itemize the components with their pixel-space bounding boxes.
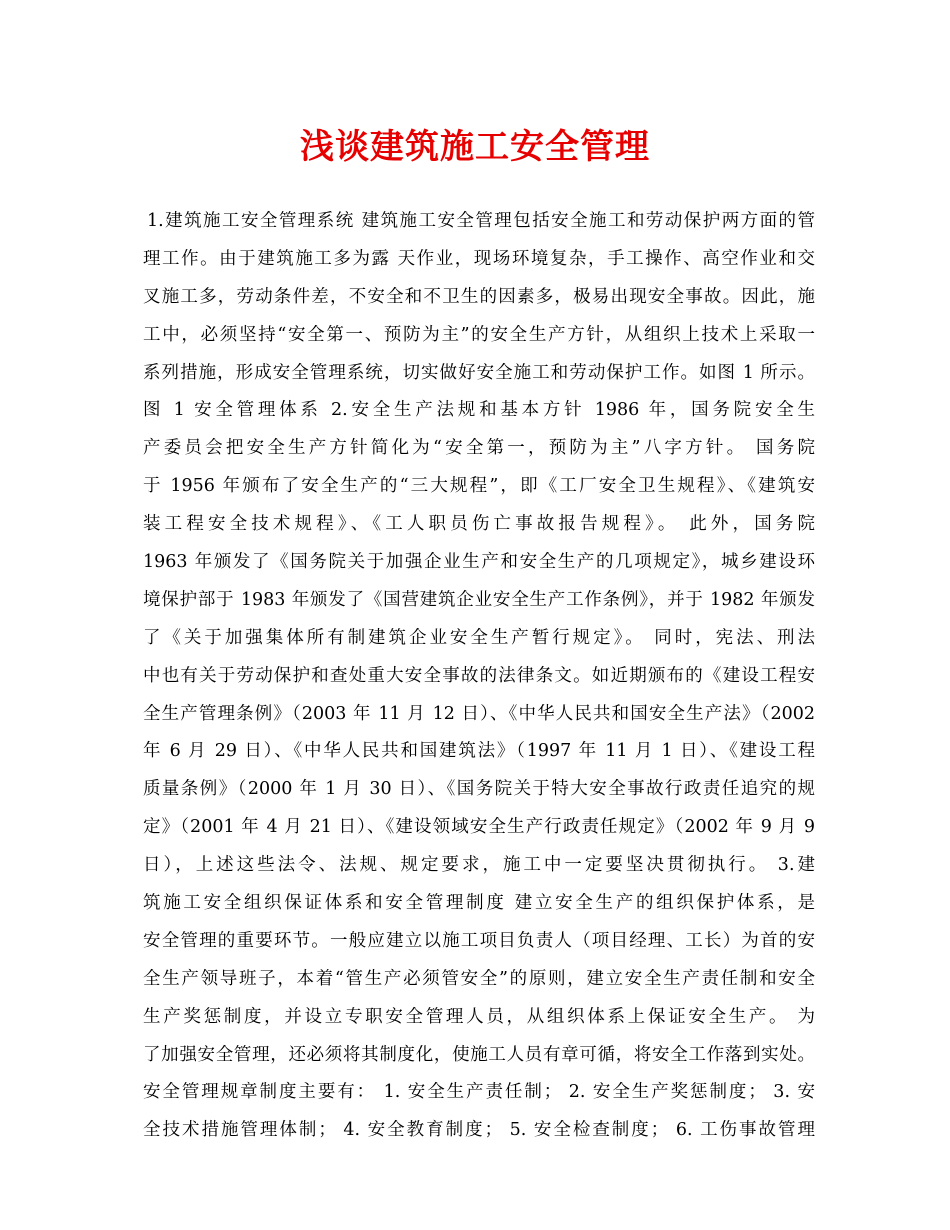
body-line: 中也有关于劳动保护和查处重大安全事故的法律条文。如近期颁布的《建设工程安 xyxy=(143,665,815,686)
body-line: 工中，必须坚持“安全第一、预防为主”的安全生产方针，从组织上技术上采取一 xyxy=(143,324,815,345)
body-line: 于 1956 年颁布了安全生产的“三大规程”，即《工厂安全卫生规程》、《建筑安 xyxy=(143,476,815,497)
document-title: 浅谈建筑施工安全管理 xyxy=(300,127,650,167)
body-line: 安全管理的重要环节。一般应建立以施工项目负责人（项目经理、工长）为首的安 xyxy=(143,930,815,951)
body-line: 了加强安全管理，还必须将其制度化，使施工人员有章可循，将安全工作落到实处。 xyxy=(143,1044,815,1065)
body-line: 1963 年颁发了《国务院关于加强企业生产和安全生产的几项规定》，城乡建设环 xyxy=(143,552,815,573)
body-line: 全生产领导班子，本着“管生产必须管安全”的原则，建立安全生产责任制和安全 xyxy=(143,968,815,989)
body-line: 产委员会把安全生产方针简化为“安全第一，预防为主”八字方针。 国务院 xyxy=(143,438,815,459)
body-line: 全生产管理条例》（2003 年 11 月 12 日）、《中华人民共和国安全生产法》（2002 xyxy=(143,703,815,724)
body-line: 图 1 安全管理体系 2.安全生产法规和基本方针 1986 年，国务院安全生 xyxy=(143,400,815,421)
body-line: 境保护部于 1983 年颁发了《国营建筑企业安全生产工作条例》，并于 1982 年颁发 xyxy=(143,589,815,610)
body-line: 叉施工多，劳动条件差，不安全和不卫生的因素多，极易出现安全事故。因此，施 xyxy=(143,286,815,307)
body-line: 定》（2001 年 4 月 21 日）、《建设领域安全生产行政责任规定》（2002 年 9 月 9 xyxy=(143,817,815,838)
body-line: 安全管理规章制度主要有： 1. 安全生产责任制； 2. 安全生产奖惩制度； 3. 安 xyxy=(143,1082,815,1103)
body-line: 系列措施，形成安全管理系统，切实做好安全施工和劳动保护工作。如图 1 所示。 xyxy=(143,362,815,383)
body-line: 筑施工安全组织保证体系和安全管理制度 建立安全生产的组织保护体系，是 xyxy=(143,893,815,914)
body-line: 年 6 月 29 日）、《中华人民共和国建筑法》（1997 年 11 月 1 日）、《建设工程 xyxy=(143,741,815,762)
document-body xyxy=(143,203,815,1150)
body-line: 装工程安全技术规程》、《工人职员伤亡事故报告规程》。 此外，国务院 xyxy=(143,514,815,535)
body-line: 质量条例》（2000 年 1 月 30 日）、《国务院关于特大安全事故行政责任追究的规 xyxy=(143,779,815,800)
body-line: 生产奖惩制度，并设立专职安全管理人员，从组织体系上保证安全生产。 为 xyxy=(143,1006,815,1027)
body-line: 1.建筑施工安全管理系统 建筑施工安全管理包括安全施工和劳动保护两方面的管 xyxy=(147,211,815,231)
body-line: 理工作。由于建筑施工多为露 天作业，现场环境复杂，手工操作、高空作业和交 xyxy=(143,248,815,269)
body-line: 全技术措施管理体制； 4. 安全教育制度； 5. 安全检查制度； 6. 工伤事故管理 xyxy=(143,1120,815,1141)
body-line: 日），上述这些法令、法规、规定要求，施工中一定要坚决贯彻执行。 3.建 xyxy=(143,855,815,876)
body-line: 了《关于加强集体所有制建筑企业安全生产暂行规定》。 同时，宪法、刑法 xyxy=(143,627,815,648)
